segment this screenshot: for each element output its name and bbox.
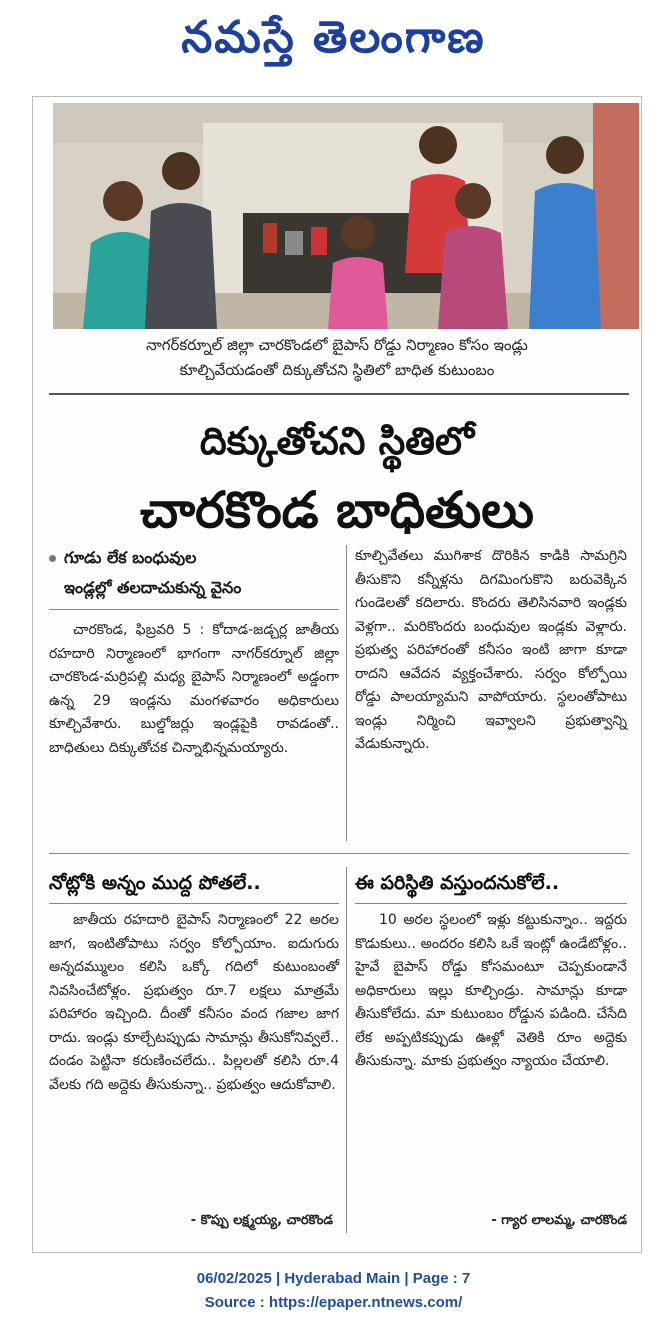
quote-1-body (49, 909, 339, 1097)
caption-divider (49, 393, 629, 395)
newspaper-masthead (0, 6, 667, 70)
story-column-left (49, 619, 339, 760)
highlight-divider (49, 609, 339, 610)
quote-2-byline: - గ్యార లాలమ్మ, చారకొండ (491, 1213, 627, 1228)
quote-2-body (355, 909, 627, 1074)
highlight-box (49, 543, 349, 603)
caption-line-1: నాగర్‌కర్నూల్ జిల్లా చారకొండలో బైపాస్ రోడ్డు నిర్మాణం కోసం ఇండ్లు (146, 336, 528, 354)
column-divider-top (346, 545, 347, 841)
quote-1-byline: - కొప్పు లక్ష్మయ్య, చారకొండ (190, 1213, 333, 1228)
story-paragraph-1: చారకొండ, ఫిబ్రవరి 5 : కోదాడ-జడ్చర్ల జాతీయ రహదారి నిర్మాణంలో భాగంగా నాగర్‌కర్నూల్ జిల్లా చారకొండ-మర్రిపల్లి మధ్య బైపాస్ నిర్మాణంలో అడ్డంగా ఉన్న 29 ఇండ్లను మంగళవారం అధికారులు కూల్చివేశారు. బుల్డోజర్లు ఇండ్లపైకి రావడంతో.. బాధితులు దిక్కుతోచక చిన్నాభిన్నమయ్యారు. (49, 622, 339, 756)
highlight-line-2: ఇండ్లల్లో తలదాచుకున్న వైనం (64, 578, 242, 597)
section-divider (49, 853, 629, 854)
caption-line-2: కూల్చివేయడంతో దిక్కుతోచని స్థితిలో బాధిత కుటుంబం (179, 361, 495, 379)
headline-line-2: చారకొండ బాధితులు (140, 481, 534, 539)
footer-date-edition: 06/02/2025 | Hyderabad Main | Page : 7 (196, 1270, 471, 1287)
story-column-right (355, 545, 627, 757)
photo-caption (33, 333, 641, 383)
column-divider-bottom (346, 867, 347, 1233)
news-clipping (32, 96, 642, 1253)
story-paragraph-2: కూల్చివేతలు ముగిశాక దొరికిన కాడికి సామగ్రిని తీసుకొని కన్నీళ్లను దిగమింగుకొని బరువెక్కిన గుండెలతో కదిలారు. కొందరు తెలిసినవారి ఇండ్లకు వెళ్లగా.. మరికొందరు బంధువుల ఇండ్లకు వెళ్లారు. ప్రభుత్వ పరిహారంతో కనీసం ఇంటి జాగా కూడా రాదని ఆవేదన వ్యక్తంచేశారు. సర్వం కోల్పోయి రోడ్డు పాలయ్యామని వాపోయారు. స్థలంతోపాటు ఇండ్లు నిర్మించి ఇవ్వాలని ప్రభుత్వాన్ని వేడుకున్నారు. (355, 548, 627, 752)
news-photo (53, 103, 639, 329)
quote-2-heading: ఈ పరిస్థితి వస్తుందనుకోలే.. (355, 872, 560, 894)
quote-1-text: జాతీయ రహదారి బైపాస్ నిర్మాణంలో 22 అరల జాగ, ఇంటితోపాటు సర్వం కోల్పోయాం. ఐదుగురు అన్నదమ్ములం కలిసి ఒక్కో గదిలో కుటుంబంతో నివసించేటోళ్లం. ప్రభుత్వం రూ.7 లక్షలు మాత్రమే పరిహారం ఇచ్చింది. దీంతో కనీసం వంద గజాల జాగ రాదు. ఇండ్లు కూల్చేటప్పుడు సామాన్లు తీసుకోనివ్వలే.. దండం పెట్టినా కరుణించలేదు.. పిల్లలతో కలిసి రూ.4 వేలకు గది అద్దెకు తీసుకున్నా.. ప్రభుత్వం ఆదుకోవాలి. (49, 912, 339, 1093)
bullet-dot-icon (49, 555, 56, 562)
family-photo-illustration (53, 103, 639, 329)
quote-2-text: 10 అరల స్థలంలో ఇళ్లు కట్టుకున్నాం.. ఇద్దరు కొడుకులు.. అందరం కలిసి ఒకే ఇంట్లో ఉండేటోళ్లం.. హైవే బైపాస్ రోడ్డు కోసమంటూ చెప్పకుండానే అధికారులు ఇల్లు కూల్చిండ్రు. సామాన్లు కూడా తీసుకోలేదు. మా కుటుంబం రోడ్డున పడింది. చేసేది లేక అప్పటికప్పుడు ఊళ్లో వెతికి రూం అద్దెకు తీసుకున్నా. మాకు ప్రభుత్వం న్యాయం చేయాలి. (355, 912, 627, 1069)
masthead-title: నమస్తే తెలంగాణ (181, 12, 486, 63)
footer-source: Source : https://epaper.ntnews.com/ (204, 1294, 463, 1311)
quote-1-heading: నోట్లోకి అన్నం ముద్ద పోతలే.. (49, 872, 261, 894)
quote-2-divider (355, 903, 627, 904)
quote-1-divider (49, 903, 339, 904)
headline-line-1: దిక్కుతోచని స్థితిలో (199, 419, 475, 463)
highlight-line-1: గూడు లేక బంధువుల (64, 548, 197, 567)
